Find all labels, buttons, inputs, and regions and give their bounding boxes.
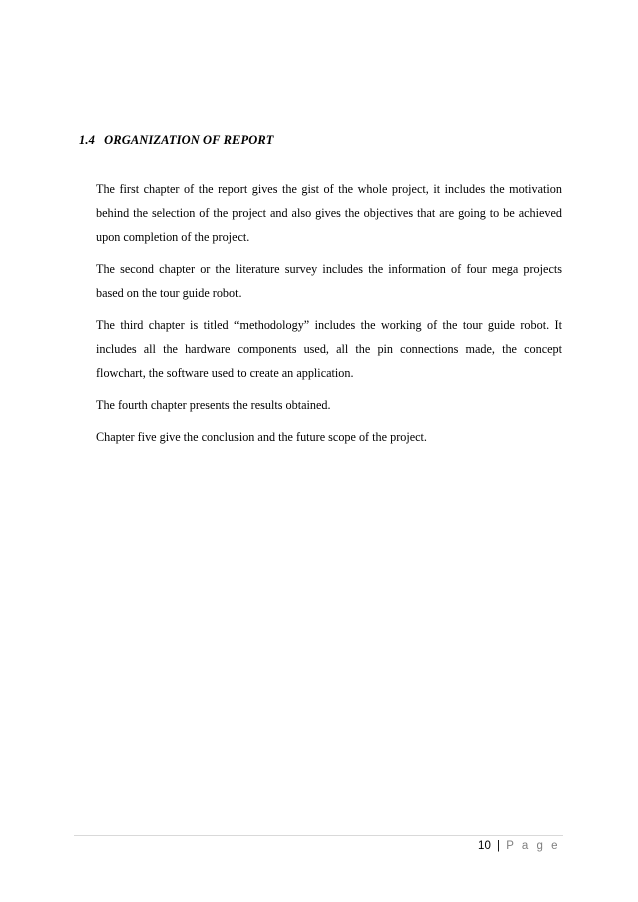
section-body — [96, 177, 562, 457]
section-heading — [79, 133, 274, 148]
footer-divider — [74, 835, 563, 836]
section-number: 1.4 — [79, 133, 95, 147]
paragraph-chapter-two: The second chapter or the literature survey includes the information of four mega projects based on the tour guide robot. — [96, 262, 562, 300]
paragraph-chapter-one: The first chapter of the report gives the gist of the whole project, it includes the motivation behind the selection of the project and also gives the objectives that are going to be achieved upon completion of the project. — [96, 182, 562, 244]
paragraph-chapter-three: The third chapter is titled “methodology” includes the working of the tour guide robot. It includes all the hardware components used, all the pin connections made, the concept flowchart, the software used to create an application. — [96, 318, 562, 380]
page-footer — [478, 840, 560, 852]
footer-separator: | — [497, 840, 501, 852]
section-title: ORGANIZATION OF REPORT — [104, 133, 274, 147]
page-number: 10 — [478, 840, 491, 852]
paragraph-chapter-four: The fourth chapter presents the results obtained. — [96, 398, 331, 412]
page-label: P a g e — [506, 840, 560, 852]
paragraph-chapter-five: Chapter five give the conclusion and the future scope of the project. — [96, 430, 427, 444]
